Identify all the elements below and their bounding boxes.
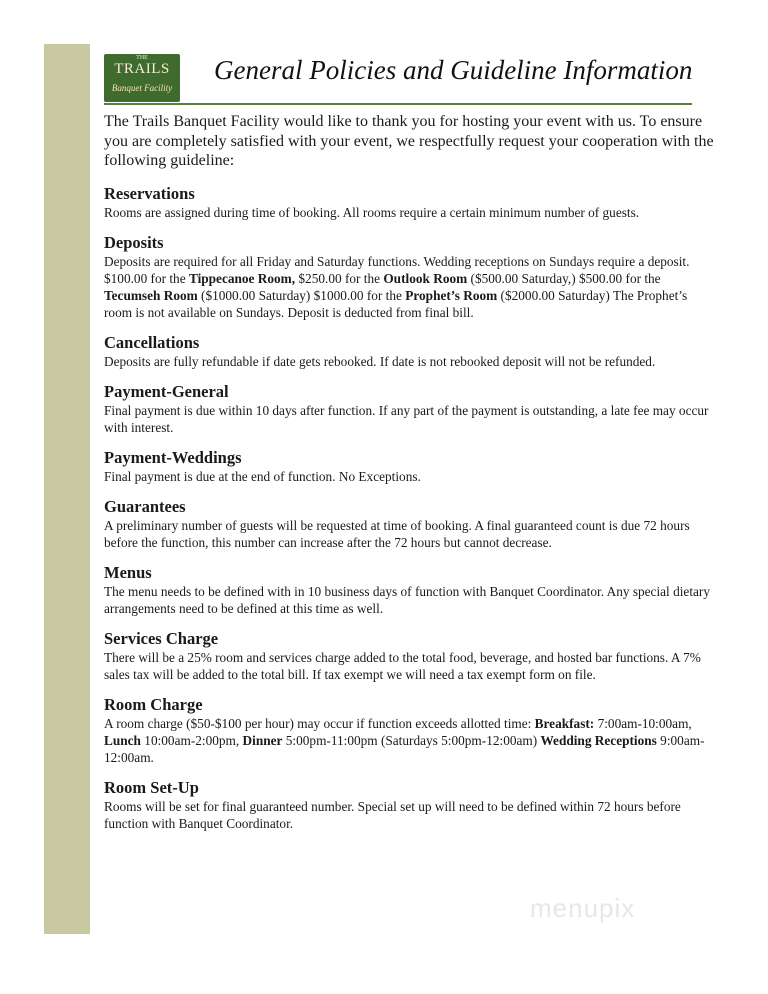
policy-section <box>104 563 716 617</box>
section-heading: Menus <box>104 562 152 582</box>
body-text: Final payment is due within 10 days after function. If any part of the payment is outstanding, a late fee may occur with interest. <box>104 402 709 435</box>
title-divider <box>104 103 692 105</box>
body-text: There will be a 25% room and services charge added to the total food, beverage, and hosted bar functions. A 7% sales tax will be added to the total bill. If tax exempt we will need a tax exempt form on file. <box>104 649 701 682</box>
bold-text: Tippecanoe Room, <box>188 270 296 286</box>
body-text: 10:00am-2:00pm, <box>140 732 243 748</box>
body-text: ($2000.00 Saturday) The Prophet’s room is not available on Sundays. Deposit is deducted from final bill. <box>104 287 688 320</box>
page-title: General Policies and Guideline Information <box>214 55 693 85</box>
policy-section <box>104 382 716 436</box>
section-heading: Cancellations <box>104 332 200 352</box>
section-body <box>104 583 716 617</box>
section-body <box>104 517 716 551</box>
section-body <box>104 468 716 485</box>
watermark: menupix <box>530 893 636 923</box>
policy-section <box>104 448 716 485</box>
section-heading: Room Charge <box>104 694 203 714</box>
left-decorative-band <box>44 44 90 934</box>
policy-section <box>104 184 716 221</box>
body-text: 9:00am-12:00am. <box>104 732 705 765</box>
policy-section <box>104 497 716 551</box>
body-text: Final payment is due at the end of function. No Exceptions. <box>104 468 421 484</box>
body-text: Rooms will be set for final guaranteed number. Special set up will need to be defined within 72 hours before function with Banquet Coordinator. <box>104 798 681 831</box>
body-text: 7:00am-10:00am, <box>594 715 692 731</box>
section-heading: Reservations <box>104 183 195 203</box>
body-text: Deposits are fully refundable if date gets rebooked. If date is not rebooked deposit will not be refunded. <box>104 353 656 369</box>
policy-content <box>104 112 716 832</box>
body-text: ($500.00 Saturday,) $500.00 for the <box>467 270 661 286</box>
section-heading: Deposits <box>104 232 164 252</box>
policy-section <box>104 629 716 683</box>
section-body <box>104 353 716 370</box>
bold-text: Tecumseh Room <box>104 287 198 303</box>
logo-sub-text: Banquet Facility <box>111 83 173 93</box>
intro-paragraph: The Trails Banquet Facility would like to thank you for hosting your event with us. To ensure you are completely satisfied with your event, we respectfully request your cooperation with the following guideline: <box>104 113 714 169</box>
section-heading: Payment-Weddings <box>104 447 242 467</box>
section-heading: Services Charge <box>104 628 219 648</box>
body-text: A preliminary number of guests will be requested at time of booking. A final guaranteed count is due 72 hours before the function, this number can increase after the 72 hours but cannot decrease. <box>104 517 690 550</box>
section-body <box>104 253 716 321</box>
section-heading: Guarantees <box>104 496 186 516</box>
policy-section <box>104 233 716 321</box>
policy-section <box>104 695 716 766</box>
policy-section <box>104 778 716 832</box>
bold-text: Breakfast: <box>534 715 595 731</box>
section-body <box>104 204 716 221</box>
bold-text: Lunch <box>104 732 141 748</box>
section-body <box>104 649 716 683</box>
policy-sections <box>104 184 716 832</box>
body-text: A room charge ($50-$100 per hour) may occur if function exceeds allotted time: <box>104 715 535 731</box>
policy-section <box>104 333 716 370</box>
section-heading: Payment-General <box>104 381 229 401</box>
bold-text: Outlook Room <box>383 270 468 286</box>
section-heading: Room Set-Up <box>104 777 199 797</box>
logo-small-text: THE <box>136 55 148 61</box>
trails-logo <box>104 54 180 102</box>
body-text: The menu needs to be defined with in 10 business days of function with Banquet Coordinator. Any special dietary arrangements need to be defined at this time as well. <box>104 583 710 616</box>
bold-text: Prophet’s Room <box>405 287 498 303</box>
body-text: ($1000.00 Saturday) $1000.00 for the <box>197 287 406 303</box>
body-text: Rooms are assigned during time of booking. All rooms require a certain minimum number of guests. <box>104 204 640 220</box>
body-text: $250.00 for the <box>295 270 384 286</box>
section-body <box>104 402 716 436</box>
section-body <box>104 715 716 766</box>
section-body <box>104 798 716 832</box>
bold-text: Dinner <box>242 732 283 748</box>
body-text: 5:00pm-11:00pm (Saturdays 5:00pm-12:00am) <box>282 732 541 748</box>
logo-main-text: TRAILS <box>114 61 170 77</box>
bold-text: Wedding Receptions <box>540 732 657 748</box>
body-text: Deposits are required for all Friday and Saturday functions. Wedding receptions on Sundays require a deposit. $100.00 for the <box>104 253 690 286</box>
